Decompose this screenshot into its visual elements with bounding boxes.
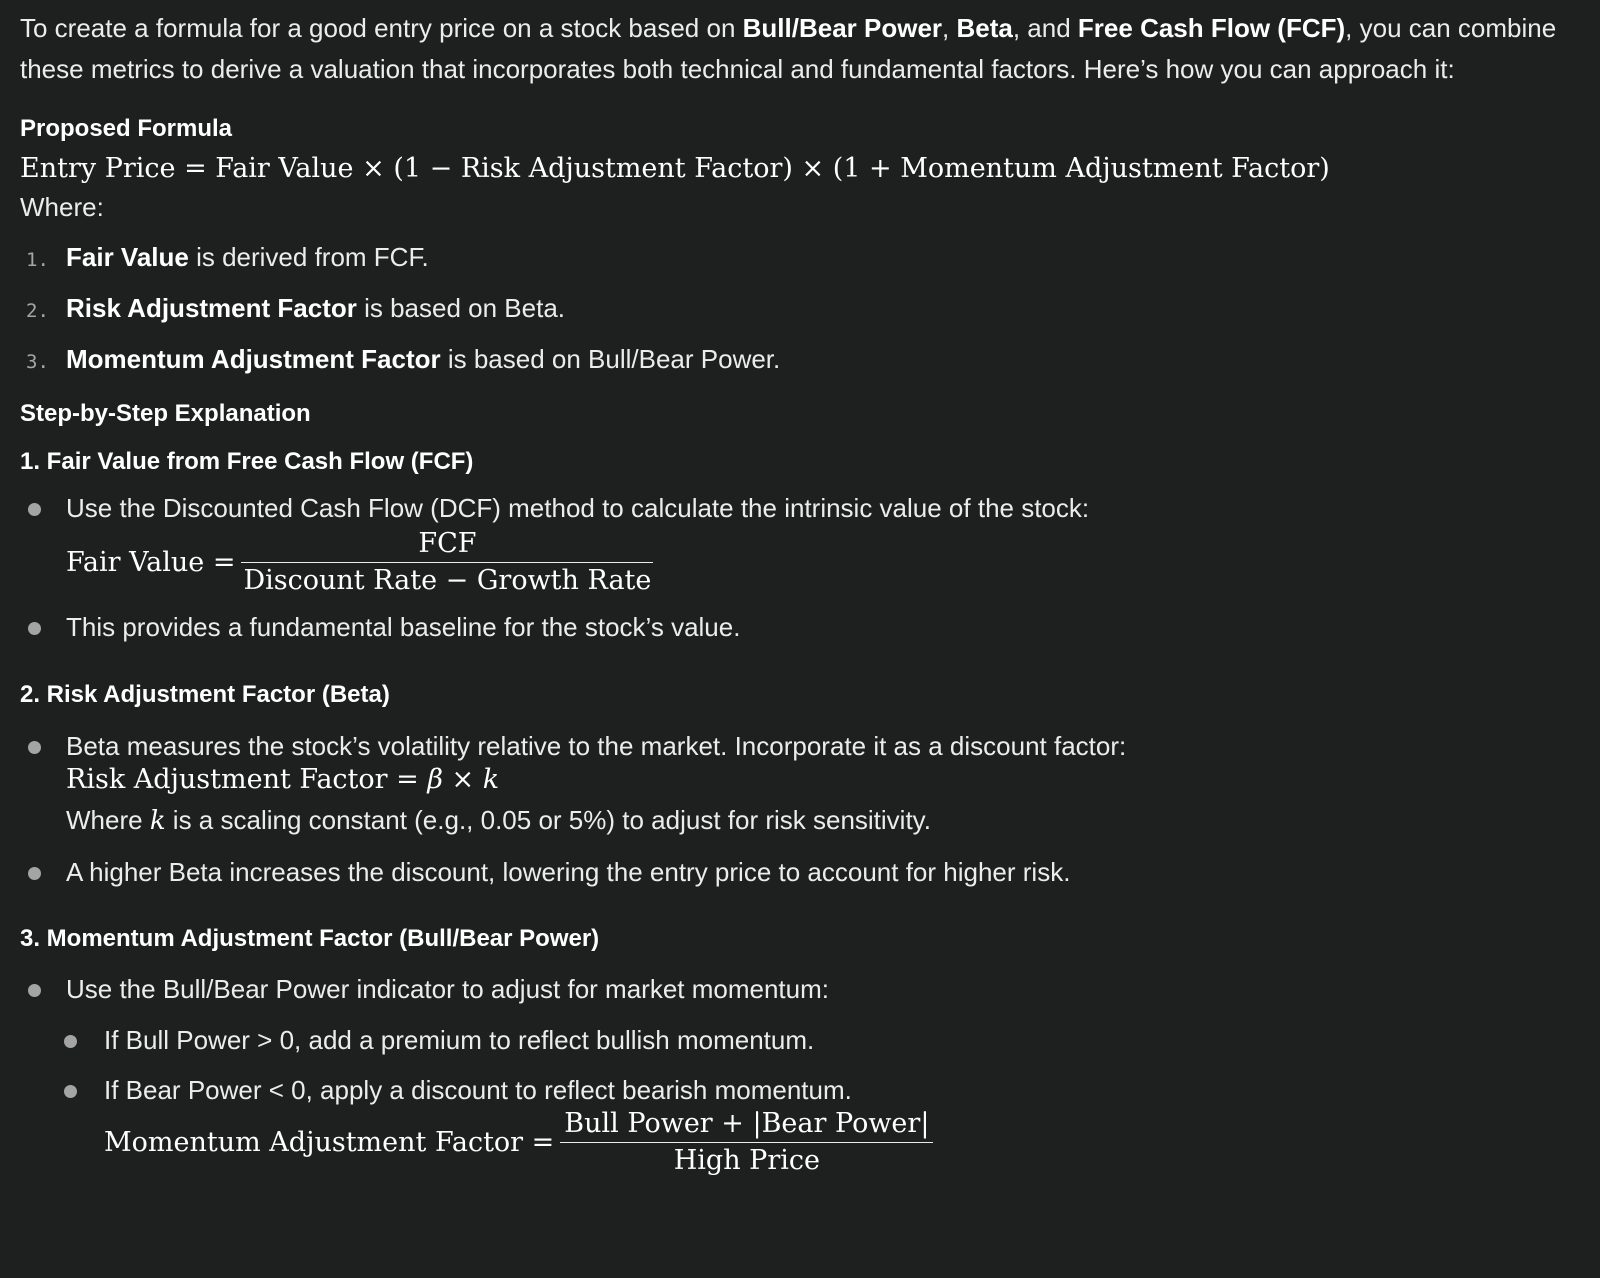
list-item-bold: Risk Adjustment Factor <box>66 293 357 323</box>
formula-lhs: Fair Value = <box>66 546 236 578</box>
list-item <box>20 239 1580 290</box>
fair-value-formula <box>66 528 1580 597</box>
fraction <box>562 1108 931 1177</box>
list-item <box>20 290 1580 341</box>
bullet-item <box>20 971 1580 1007</box>
bullet-dot-icon <box>28 984 41 997</box>
list-number: 2. <box>26 300 49 322</box>
bullet-text: Use the Bull/Bear Power indicator to adjust for market momentum: <box>66 974 829 1004</box>
bullet-text: This provides a fundamental baseline for the stock’s value. <box>66 612 741 642</box>
section-1-heading: 1. Fair Value from Free Cash Flow (FCF) <box>20 448 474 475</box>
where-label: Where: <box>20 192 104 222</box>
intro-bold-fcf: Free Cash Flow (FCF) <box>1077 13 1346 43</box>
bullet-dot-icon <box>28 503 41 516</box>
step-by-step-heading: Step-by-Step Explanation <box>20 400 311 427</box>
sub-bullet-item <box>20 1022 1580 1058</box>
momentum-factor-formula <box>104 1108 1580 1177</box>
intro-text-4: , you can combine these metrics to derive a valuation that incorporates both technical and fundamental factors. Here’s how you can approach it: <box>20 13 1557 84</box>
entry-price-formula: Entry Price = Fair Value × (1 − Risk Adjustment Factor) × (1 + Momentum Adjustment Factor) <box>20 153 1330 184</box>
bullet-item <box>20 728 1580 839</box>
list-number: 3. <box>26 351 49 373</box>
sub-bullet-item <box>20 1072 1580 1177</box>
intro-bold-bull-bear: Bull/Bear Power <box>742 13 943 43</box>
bullet-dot-icon <box>28 622 41 635</box>
formula-lhs: Momentum Adjustment Factor = <box>104 1126 555 1158</box>
list-item-bold: Momentum Adjustment Factor <box>66 344 441 374</box>
list-item-text: is based on Bull/Bear Power. <box>440 344 781 374</box>
numbered-list <box>20 239 1580 392</box>
intro-paragraph <box>20 8 1580 90</box>
intro-text-3: , and <box>1012 13 1078 43</box>
list-number: 1. <box>26 249 49 271</box>
bullet-dot-icon <box>64 1035 77 1048</box>
bullet-dot-icon <box>28 741 41 754</box>
fraction-denominator: High Price <box>673 1145 820 1176</box>
proposed-formula-heading: Proposed Formula <box>20 115 233 142</box>
bullet-text: Use the Discounted Cash Flow (DCF) method to calculate the intrinsic value of the stock: <box>66 493 1090 523</box>
list-item-bold: Fair Value <box>66 242 189 272</box>
list-item-text: is based on Beta. <box>356 293 566 323</box>
k-symbol: k <box>482 764 500 795</box>
fraction-denominator: Discount Rate − Growth Rate <box>243 565 652 596</box>
section-2-heading: 2. Risk Adjustment Factor (Beta) <box>20 681 390 708</box>
k-symbol: k <box>149 806 166 836</box>
bullet-text: If Bull Power > 0, add a premium to reflect bullish momentum. <box>104 1025 815 1055</box>
bullet-text: A higher Beta increases the discount, lowering the entry price to account for higher risk. <box>66 857 1071 887</box>
bullet-dot-icon <box>28 867 41 880</box>
fraction <box>243 528 651 597</box>
formula-lhs: Risk Adjustment Factor = <box>66 764 428 795</box>
bullet-dot-icon <box>64 1085 77 1098</box>
response-content <box>20 0 1580 1177</box>
where-text: Where <box>66 805 150 835</box>
section-3-heading: 3. Momentum Adjustment Factor (Bull/Bear Power) <box>20 925 600 952</box>
list-item <box>20 341 1580 392</box>
where-k-text <box>66 802 1580 839</box>
intro-text-1: To create a formula for a good entry price on a stock based on <box>20 13 743 43</box>
beta-symbol: β <box>427 764 443 795</box>
risk-factor-formula <box>66 764 1580 796</box>
bullet-item <box>20 490 1580 597</box>
intro-bold-beta: Beta <box>956 13 1013 43</box>
bullet-text: Beta measures the stock’s volatility relative to the market. Incorporate it as a discount factor: <box>66 731 1127 761</box>
bullet-item <box>20 854 1580 890</box>
times-symbol: × <box>442 764 483 795</box>
bullet-text: If Bear Power < 0, apply a discount to reflect bearish momentum. <box>104 1075 852 1105</box>
intro-text-2: , <box>942 13 957 43</box>
fraction-numerator: FCF <box>241 528 653 563</box>
where-text-rest: is a scaling constant (e.g., 0.05 or 5%) to adjust for risk sensitivity. <box>165 805 931 835</box>
bullet-item <box>20 609 1580 645</box>
fraction-numerator: Bull Power + |Bear Power| <box>560 1108 933 1143</box>
list-item-text: is derived from FCF. <box>188 242 429 272</box>
